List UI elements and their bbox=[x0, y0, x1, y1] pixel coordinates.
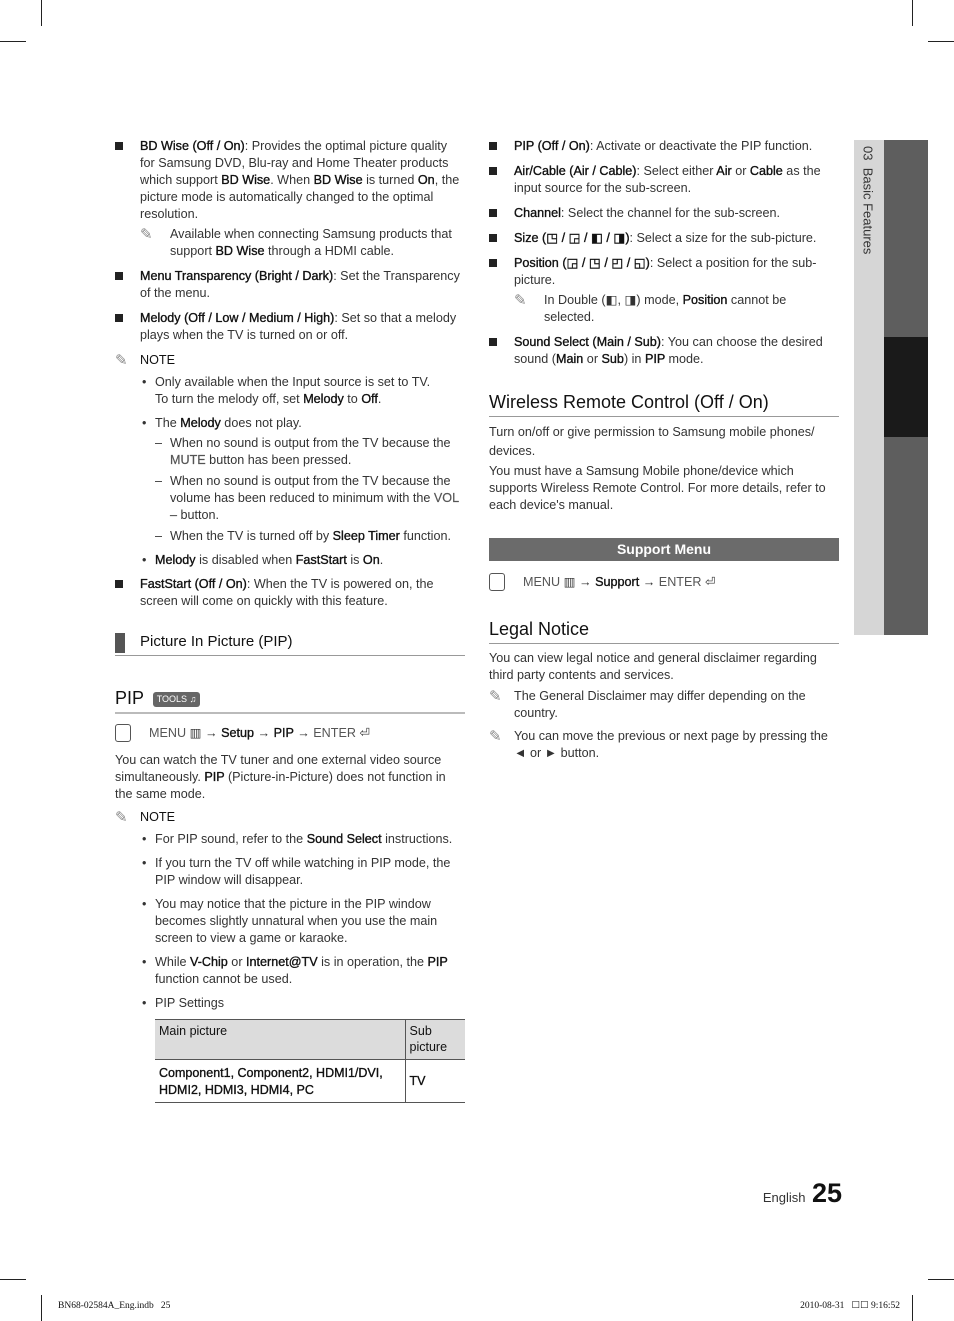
note-bullet: • If you turn the TV off while watching in PIP mode, the PIP window will disappear. bbox=[142, 855, 451, 887]
double-icon: ◨ bbox=[624, 293, 637, 307]
note: ✎ You can move the previous or next page by pressing the ◄ or ► button. bbox=[489, 728, 828, 761]
pip-settings-table bbox=[155, 1019, 465, 1104]
pip-description: You can watch the TV tuner and one external video source simultaneously. PIP (Picture-in-Picture) does not function in the same mode. bbox=[115, 752, 446, 801]
list-item-sound-select: Sound Select (Main / Sub): You can choose the desired sound (Main or Sub) in PIP mode. bbox=[489, 334, 839, 368]
menu-path: MENU ▥ → Support → ENTER ⏎ bbox=[489, 571, 839, 593]
list-item-melody: Melody (Off / Low / Medium / High): Set so that a melody plays when the TV is turned on or off. bbox=[115, 310, 465, 344]
note-dash-item: – When no sound is output from the TV because the volume has been reduced to minimum with the VOL – button. bbox=[155, 474, 459, 522]
side-tab-label: 03 Basic Features bbox=[860, 146, 876, 255]
note-dash-item: – When no sound is output from the TV because the MUTE button has been pressed. bbox=[155, 436, 451, 467]
note: ✎ In Double (◧, ◨) mode, Position cannot be selected. bbox=[514, 292, 787, 324]
menu-path: MENU ▥ → Setup → PIP → ENTER ⏎ bbox=[115, 722, 465, 744]
table-header: Sub picture bbox=[409, 1023, 448, 1055]
position-icon: ◳ bbox=[588, 256, 601, 270]
double-icon: ◧ bbox=[605, 293, 618, 307]
note-header: ✎ NOTE bbox=[115, 352, 465, 369]
pip-title: PIP TOOLS ♫ bbox=[115, 686, 465, 713]
left-column bbox=[115, 138, 465, 1103]
list-item-menu-transparency: Menu Transparency (Bright / Dark): Set the Transparency of the menu. bbox=[115, 268, 465, 302]
double-icon: ◧ bbox=[591, 231, 603, 245]
note-dash-item: – When the TV is turned off by Sleep Timer function. bbox=[155, 529, 451, 543]
list-item-pip: PIP (Off / On): Activate or deactivate the PIP function. bbox=[489, 138, 839, 155]
menu-hand-icon bbox=[115, 724, 131, 742]
note-bullet: • The Melody does not play. bbox=[142, 416, 302, 430]
note-bullet: • For PIP sound, refer to the Sound Select instructions. bbox=[142, 831, 453, 846]
position-icon: ◰ bbox=[611, 256, 624, 270]
list-item-size: Size (◳ / ◲ / ◧ / ◨): Select a size for the sub-picture. bbox=[489, 230, 839, 247]
page-number: 25 bbox=[811, 1178, 842, 1208]
pencil-icon: ✎ bbox=[489, 728, 502, 746]
footer-date: 2010-08-31 ☐☐ 9:16:52 bbox=[800, 1301, 900, 1311]
double-icon: ◨ bbox=[613, 231, 626, 245]
table-row: Component1, Component2, HDMI1/DVI, HDMI2, HDMI3, HDMI4, PC TV bbox=[155, 1060, 465, 1103]
menu-icon: ▥ bbox=[563, 575, 576, 590]
list-item-air-cable: Air/Cable (Air / Cable): Select either Air or Cable as the input source for the sub-screen. bbox=[489, 163, 839, 197]
side-tab-segment bbox=[884, 437, 928, 635]
side-tab-segment-active bbox=[884, 337, 928, 437]
pencil-icon: ✎ bbox=[489, 688, 502, 706]
note: ✎ Available when connecting Samsung products that support BD Wise through a HDMI cable. bbox=[140, 226, 452, 258]
paragraph: You must have a Samsung Mobile phone/device which supports Wireless Remote Control. For more details, refer to each device's manual. bbox=[489, 464, 826, 513]
list-item-channel: Channel: Select the channel for the sub-screen. bbox=[489, 205, 839, 222]
note-bullet: • PIP Settings bbox=[142, 995, 225, 1010]
section-title-wireless: Wireless Remote Control (Off / On) bbox=[489, 390, 839, 417]
table-header: Main picture bbox=[155, 1019, 405, 1060]
note-bullet: • You may notice that the picture in the PIP window becomes slightly unnatural when you use the main screen to view a game or karaoke. bbox=[142, 896, 438, 945]
section-heading-pip: Picture In Picture (PIP) bbox=[115, 632, 465, 656]
footer-page bbox=[752, 1175, 842, 1211]
list-item-position: Position (◲ / ◳ / ◰ / ◱): Select a position for the sub-picture. ✎ In Double (◧, ◨) mode, Position cannot be selected. bbox=[489, 255, 839, 326]
list-item-bd-wise: BD Wise (Off / On): Provides the optimal picture quality for Samsung DVD, Blu-ray and Home Theater products which support BD Wise. When BD Wise is turned On, the picture mode is automatically changed to the optimal resolution. ✎ Available when connecting Samsung products that support BD Wise through a HDMI cable. bbox=[115, 138, 465, 260]
paragraph: Turn on/off or give permission to Samsung mobile phones/ devices. bbox=[489, 425, 815, 459]
support-menu-bar: Support Menu bbox=[489, 538, 839, 561]
pencil-icon: ✎ bbox=[115, 808, 128, 826]
position-icon: ◲ bbox=[566, 256, 579, 270]
paragraph: You can view legal notice and general disclaimer regarding third party contents and services. bbox=[489, 651, 817, 683]
note-bullet: • While V-Chip or Internet@TV is in operation, the PIP function cannot be used. bbox=[142, 954, 448, 986]
menu-hand-icon bbox=[489, 573, 505, 591]
enter-icon: ⏎ bbox=[704, 575, 716, 590]
pencil-icon: ✎ bbox=[514, 292, 527, 309]
size-icon: ◳ bbox=[546, 231, 559, 245]
footer-file: BN68-02584A_Eng.indb 25 bbox=[58, 1301, 171, 1311]
pencil-icon: ✎ bbox=[115, 352, 128, 369]
menu-icon: ▥ bbox=[189, 725, 202, 740]
section-title-legal: Legal Notice bbox=[489, 617, 839, 644]
note-header: ✎ NOTE bbox=[115, 809, 465, 826]
position-icon: ◱ bbox=[633, 256, 646, 270]
footer-language: English bbox=[762, 1190, 806, 1205]
note: ✎ The General Disclaimer may differ depending on the country. bbox=[489, 688, 806, 721]
right-column bbox=[489, 138, 839, 762]
enter-icon: ⏎ bbox=[359, 725, 371, 740]
list-item-faststart: FastStart (Off / On): When the TV is powered on, the screen will come on quickly with this feature. bbox=[115, 576, 465, 610]
size-icon: ◲ bbox=[568, 231, 581, 245]
side-tab-segment bbox=[884, 140, 928, 337]
tools-badge: TOOLS ♫ bbox=[153, 692, 201, 706]
note-bullet: • Melody is disabled when FastStart is On. bbox=[142, 553, 384, 567]
pencil-icon: ✎ bbox=[140, 226, 153, 243]
note-bullet: • Only available when the Input source is set to TV. To turn the melody off, set Melody to Off. bbox=[142, 375, 431, 406]
